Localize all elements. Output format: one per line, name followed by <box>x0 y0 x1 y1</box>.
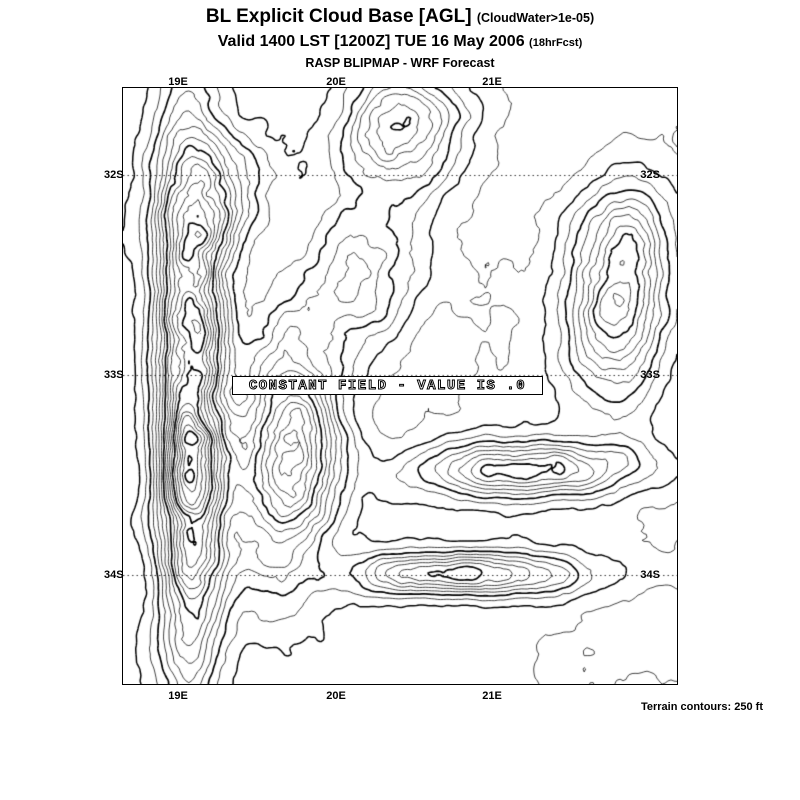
forecast-map-frame <box>104 76 678 702</box>
valid-time-line <box>0 33 800 51</box>
constant-field-message: CONSTANT FIELD - VALUE IS .0 <box>248 377 527 394</box>
lon-label-top-19e: 19E <box>168 76 188 88</box>
lat-label-right-32s: 32S <box>640 169 660 181</box>
lat-label-left-34s: 34S <box>104 569 124 581</box>
lat-label-left-32s: 32S <box>104 169 124 181</box>
lat-label-left-33s: 33S <box>104 369 124 381</box>
lat-label-right-33s: 33S <box>640 369 660 381</box>
lat-label-right-34s: 34S <box>640 569 660 581</box>
lon-label-bottom-19e: 19E <box>168 690 188 702</box>
page-title: BL Explicit Cloud Base [AGL] <box>205 6 472 27</box>
terrain-contours-note: Terrain contours: 250 ft <box>640 701 763 713</box>
page-title-line <box>0 6 800 28</box>
page-title-note: (CloudWater>1e-05) <box>476 11 595 25</box>
lon-label-bottom-21e: 21E <box>482 690 502 702</box>
lon-label-top-21e: 21E <box>482 76 502 88</box>
lon-label-top-20e: 20E <box>326 76 346 88</box>
constant-field-message-box <box>232 376 543 395</box>
lon-label-bottom-20e: 20E <box>326 690 346 702</box>
model-subtitle: RASP BLIPMAP - WRF Forecast <box>305 56 495 70</box>
valid-time: Valid 1400 LST [1200Z] TUE 16 May 2006 <box>217 33 525 50</box>
forecast-hour-note: (18hrFcst) <box>529 37 583 49</box>
